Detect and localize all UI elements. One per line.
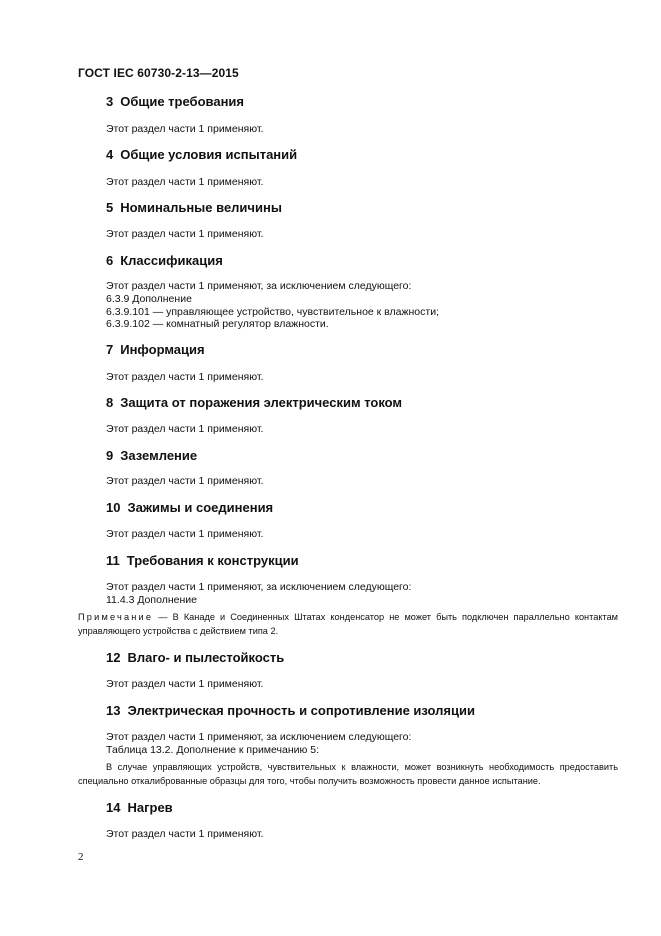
page-number: 2 [78, 851, 84, 863]
subclause-line: 6.3.9.101 — управляющее устройство, чувствительное к влажности; [106, 306, 439, 318]
section-13-text: Этот раздел части 1 применяют, за исключением следующего: [106, 731, 412, 743]
section-7-heading [106, 342, 205, 357]
section-number: 6 [106, 253, 114, 268]
section-13-heading [106, 703, 475, 718]
section-9-heading [106, 448, 197, 463]
section-3-text: Этот раздел части 1 применяют. [106, 123, 264, 135]
section-5-heading [106, 200, 282, 215]
section-14-heading [106, 800, 173, 815]
section-3-heading [106, 94, 244, 109]
section-5-text: Этот раздел части 1 применяют. [106, 228, 264, 240]
section-number: 11 [106, 553, 120, 568]
section-number: 9 [106, 448, 114, 463]
section-8-text: Этот раздел части 1 применяют. [106, 423, 264, 435]
section-title: Электрическая прочность и сопротивление изоляции [127, 703, 475, 718]
section-14-text: Этот раздел части 1 применяют. [106, 828, 264, 840]
subclause-line: 6.3.9 Дополнение [106, 293, 192, 305]
section-11-text: Этот раздел части 1 применяют, за исключением следующего: [106, 581, 412, 593]
section-title: Нагрев [127, 800, 173, 815]
section-title: Классификация [120, 253, 223, 268]
section-number: 14 [106, 800, 121, 815]
section-number: 8 [106, 395, 114, 410]
subclause-line: 11.4.3 Дополнение [106, 594, 197, 606]
section-title: Влаго- и пылестойкость [127, 650, 285, 665]
section-10-text: Этот раздел части 1 применяют. [106, 528, 264, 540]
section-11-heading [106, 553, 299, 568]
note-text: — В Канаде и Соединенных Штатах конденсатор не может быть подключен параллельно контактам управляющего устройства с действием типа 2. [78, 612, 618, 636]
section-number: 4 [106, 147, 114, 162]
section-number: 12 [106, 650, 121, 665]
section-10-heading [106, 500, 273, 515]
section-title: Номинальные величины [120, 200, 282, 215]
section-title: Заземление [120, 448, 198, 463]
subclause-line: 6.3.9.102 — комнатный регулятор влажности. [106, 318, 329, 330]
section-title: Информация [120, 342, 205, 357]
section-8-heading [106, 395, 402, 410]
note-label: Примечание [78, 612, 154, 622]
section-title: Общие требования [120, 94, 244, 109]
section-number: 5 [106, 200, 114, 215]
note-text: В случае управляющих устройств, чувствительных к влажности, может возникнуть необходимость предоставить специально откалиброванные образцы для того, чтобы получить возможность провести данное испытание. [78, 762, 618, 786]
section-title: Требования к конструкции [126, 553, 299, 568]
document-header: ГОСТ IEC 60730-2-13—2015 [78, 66, 239, 80]
table-note-line: Таблица 13.2. Дополнение к примечанию 5: [106, 744, 320, 756]
section-title: Зажимы и соединения [127, 500, 274, 515]
section-number: 13 [106, 703, 121, 718]
section-number: 3 [106, 94, 114, 109]
section-7-text: Этот раздел части 1 применяют. [106, 371, 264, 383]
section-9-text: Этот раздел части 1 применяют. [106, 475, 264, 487]
section-6-heading [106, 253, 223, 268]
section-4-heading [106, 147, 297, 162]
section-title: Защита от поражения электрическим током [120, 395, 403, 410]
section-4-text: Этот раздел части 1 применяют. [106, 176, 264, 188]
section-6-text: Этот раздел части 1 применяют, за исключением следующего: [106, 280, 412, 292]
note-block [78, 610, 618, 638]
section-title: Общие условия испытаний [120, 147, 298, 162]
section-12-text: Этот раздел части 1 применяют. [106, 678, 264, 690]
section-number: 10 [106, 500, 121, 515]
section-number: 7 [106, 342, 114, 357]
section-12-heading [106, 650, 284, 665]
